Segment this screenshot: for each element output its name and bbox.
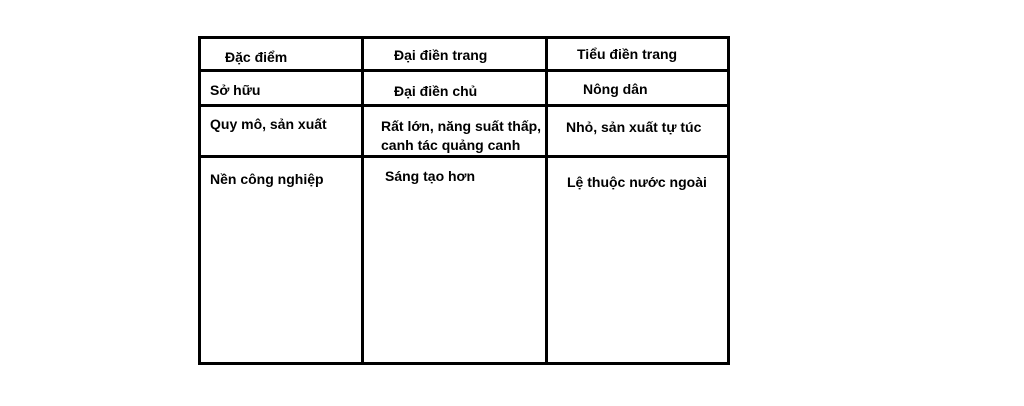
row-divider-3 [198, 155, 730, 158]
column-divider-1 [361, 36, 364, 365]
table-border-right [727, 36, 730, 365]
row-scale-small: Nhỏ, sản xuất tự túc [566, 119, 702, 135]
column-divider-2 [545, 36, 548, 365]
comparison-table [198, 36, 730, 365]
header-large-estate: Đại điền trang [394, 47, 488, 63]
row-ownership-large: Đại điền chủ [394, 83, 478, 99]
row-scale-large-line1: Rất lớn, năng suất thấp, [381, 118, 542, 134]
row-industry-large: Sáng tạo hơn [385, 168, 476, 184]
table-border-top [198, 36, 730, 39]
row-ownership-feature: Sở hữu [210, 82, 261, 98]
header-feature: Đặc điểm [225, 49, 288, 65]
table-border-bottom [198, 362, 730, 365]
row-scale-feature: Quy mô, sản xuất [210, 116, 327, 132]
table-border-left [198, 36, 201, 365]
row-divider-2 [198, 104, 730, 107]
row-industry-feature: Nền công nghiệp [210, 171, 324, 187]
row-divider-1 [198, 69, 730, 72]
row-scale-large-line2: canh tác quảng canh [381, 137, 521, 153]
header-small-estate: Tiểu điền trang [577, 46, 678, 62]
row-ownership-small: Nông dân [583, 81, 648, 97]
row-industry-small: Lệ thuộc nước ngoài [567, 174, 707, 190]
